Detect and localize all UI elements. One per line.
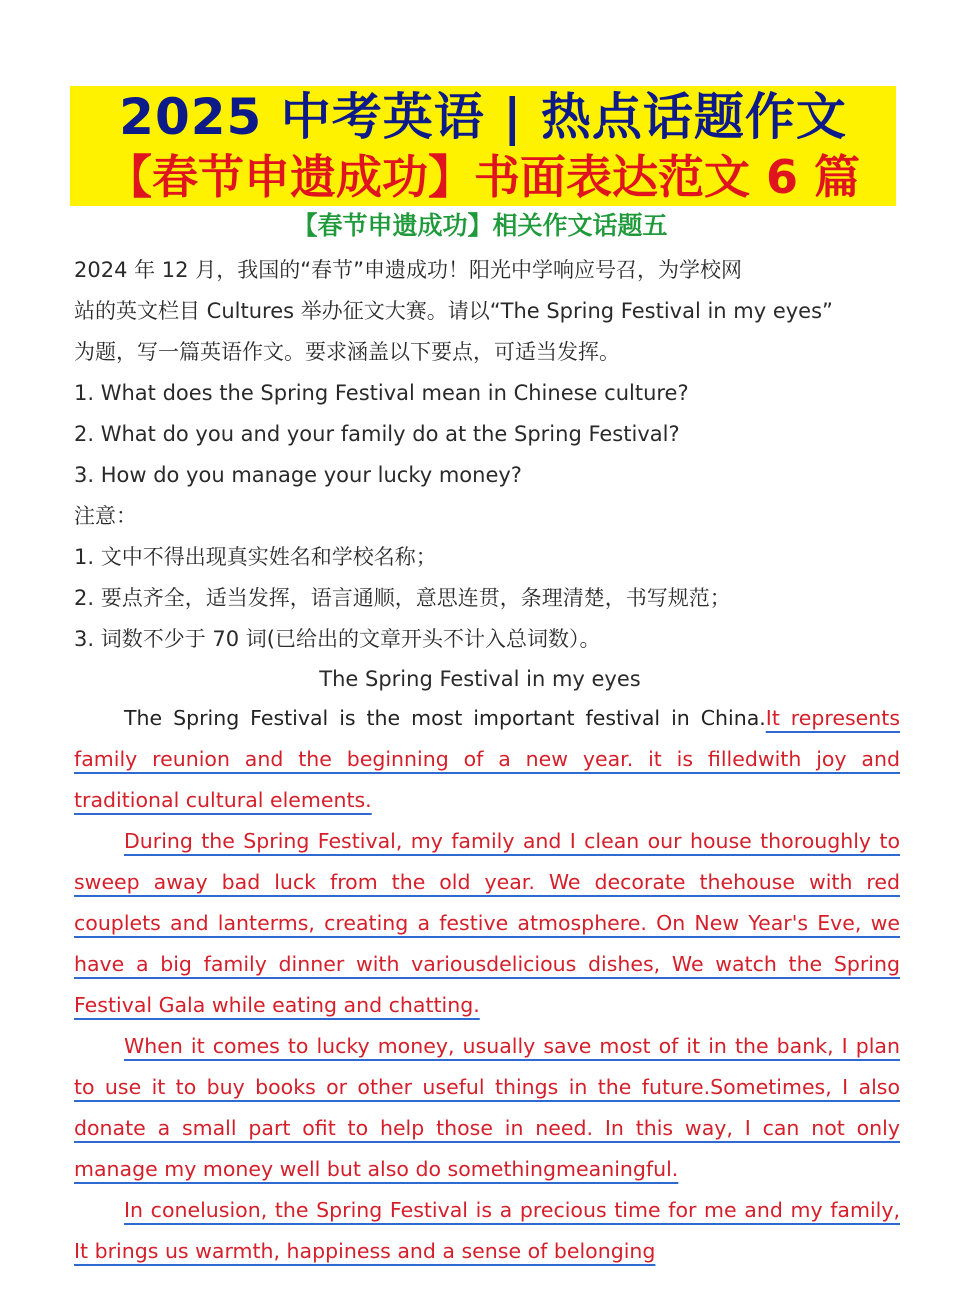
banner-title: 2025 中考英语 | 热点话题作文 [70,86,896,148]
prompt-point: 2. What do you and your family do at the Spring Festival? [74,422,680,446]
prompt-point: 3. How do you manage your lucky money? [74,463,522,487]
prompt-line: 为题，写一篇英语作文。要求涵盖以下要点，可适当发挥。 [74,340,620,364]
essay-highlight: In conelusion, the Spring Festival is a precious time for me and my family, It brings us warmth, happiness and a sense of belonging [74,1198,900,1263]
essay-paragraph-1 [74,698,900,821]
essay-highlight: It represents family reunion and the beginning of a new year. it is filledwith joy and traditional cultural elements. [74,706,901,812]
note-item: 3. 词数不少于 70 词(已给出的文章开头不计入总词数）。 [74,627,601,651]
note-item: 2. 要点齐全，适当发挥，语言通顺，意思连贯，条理清楚，书写规范； [74,586,731,610]
topic-heading: 【春节申遗成功】相关作文话题五 [292,211,668,240]
essay-intro-sentence: The Spring Festival is the most important festival in China. [124,706,766,730]
notes-label: 注意： [74,504,137,528]
essay-paragraph-4 [74,1190,900,1272]
prompt-point: 1. What does the Spring Festival mean in Chinese culture? [74,381,689,405]
prompt-line: 站的英文栏目 Cultures 举办征文大赛。请以“The Spring Festival in my eyes” [74,299,833,323]
banner-subtitle: 【春节申遗成功】书面表达范文 6 篇 [70,148,896,206]
essay-paragraph-2 [74,821,900,1026]
essay-highlight: When it comes to lucky money, usually save most of it in the bank, I plan to use it to buy books or other useful things in the future.Sometimes, I also donate a small part ofit to help those in need. In this way, I can not only manage my money well but also do somethingmeaningful. [74,1034,900,1181]
essay-highlight: During the Spring Festival, my family and I clean our house thoroughly to sweep away bad luck from the old year. We decorate thehouse with red couplets and lanterms, creating a festive atmosphere. On New Year's Eve, we have a big family dinner with variousdelicious dishes, We watch the Spring Festival Gala while eating and chatting. [74,829,900,1017]
note-item: 1. 文中不得出现真实姓名和学校名称； [74,545,437,569]
essay-paragraph-3 [74,1026,900,1190]
essay-title: The Spring Festival in my eyes [319,667,641,691]
essay-body [74,698,900,1272]
prompt-line: 2024 年 12 月，我国的“春节”申遗成功！阳光中学响应号召，为学校网 [74,258,742,282]
